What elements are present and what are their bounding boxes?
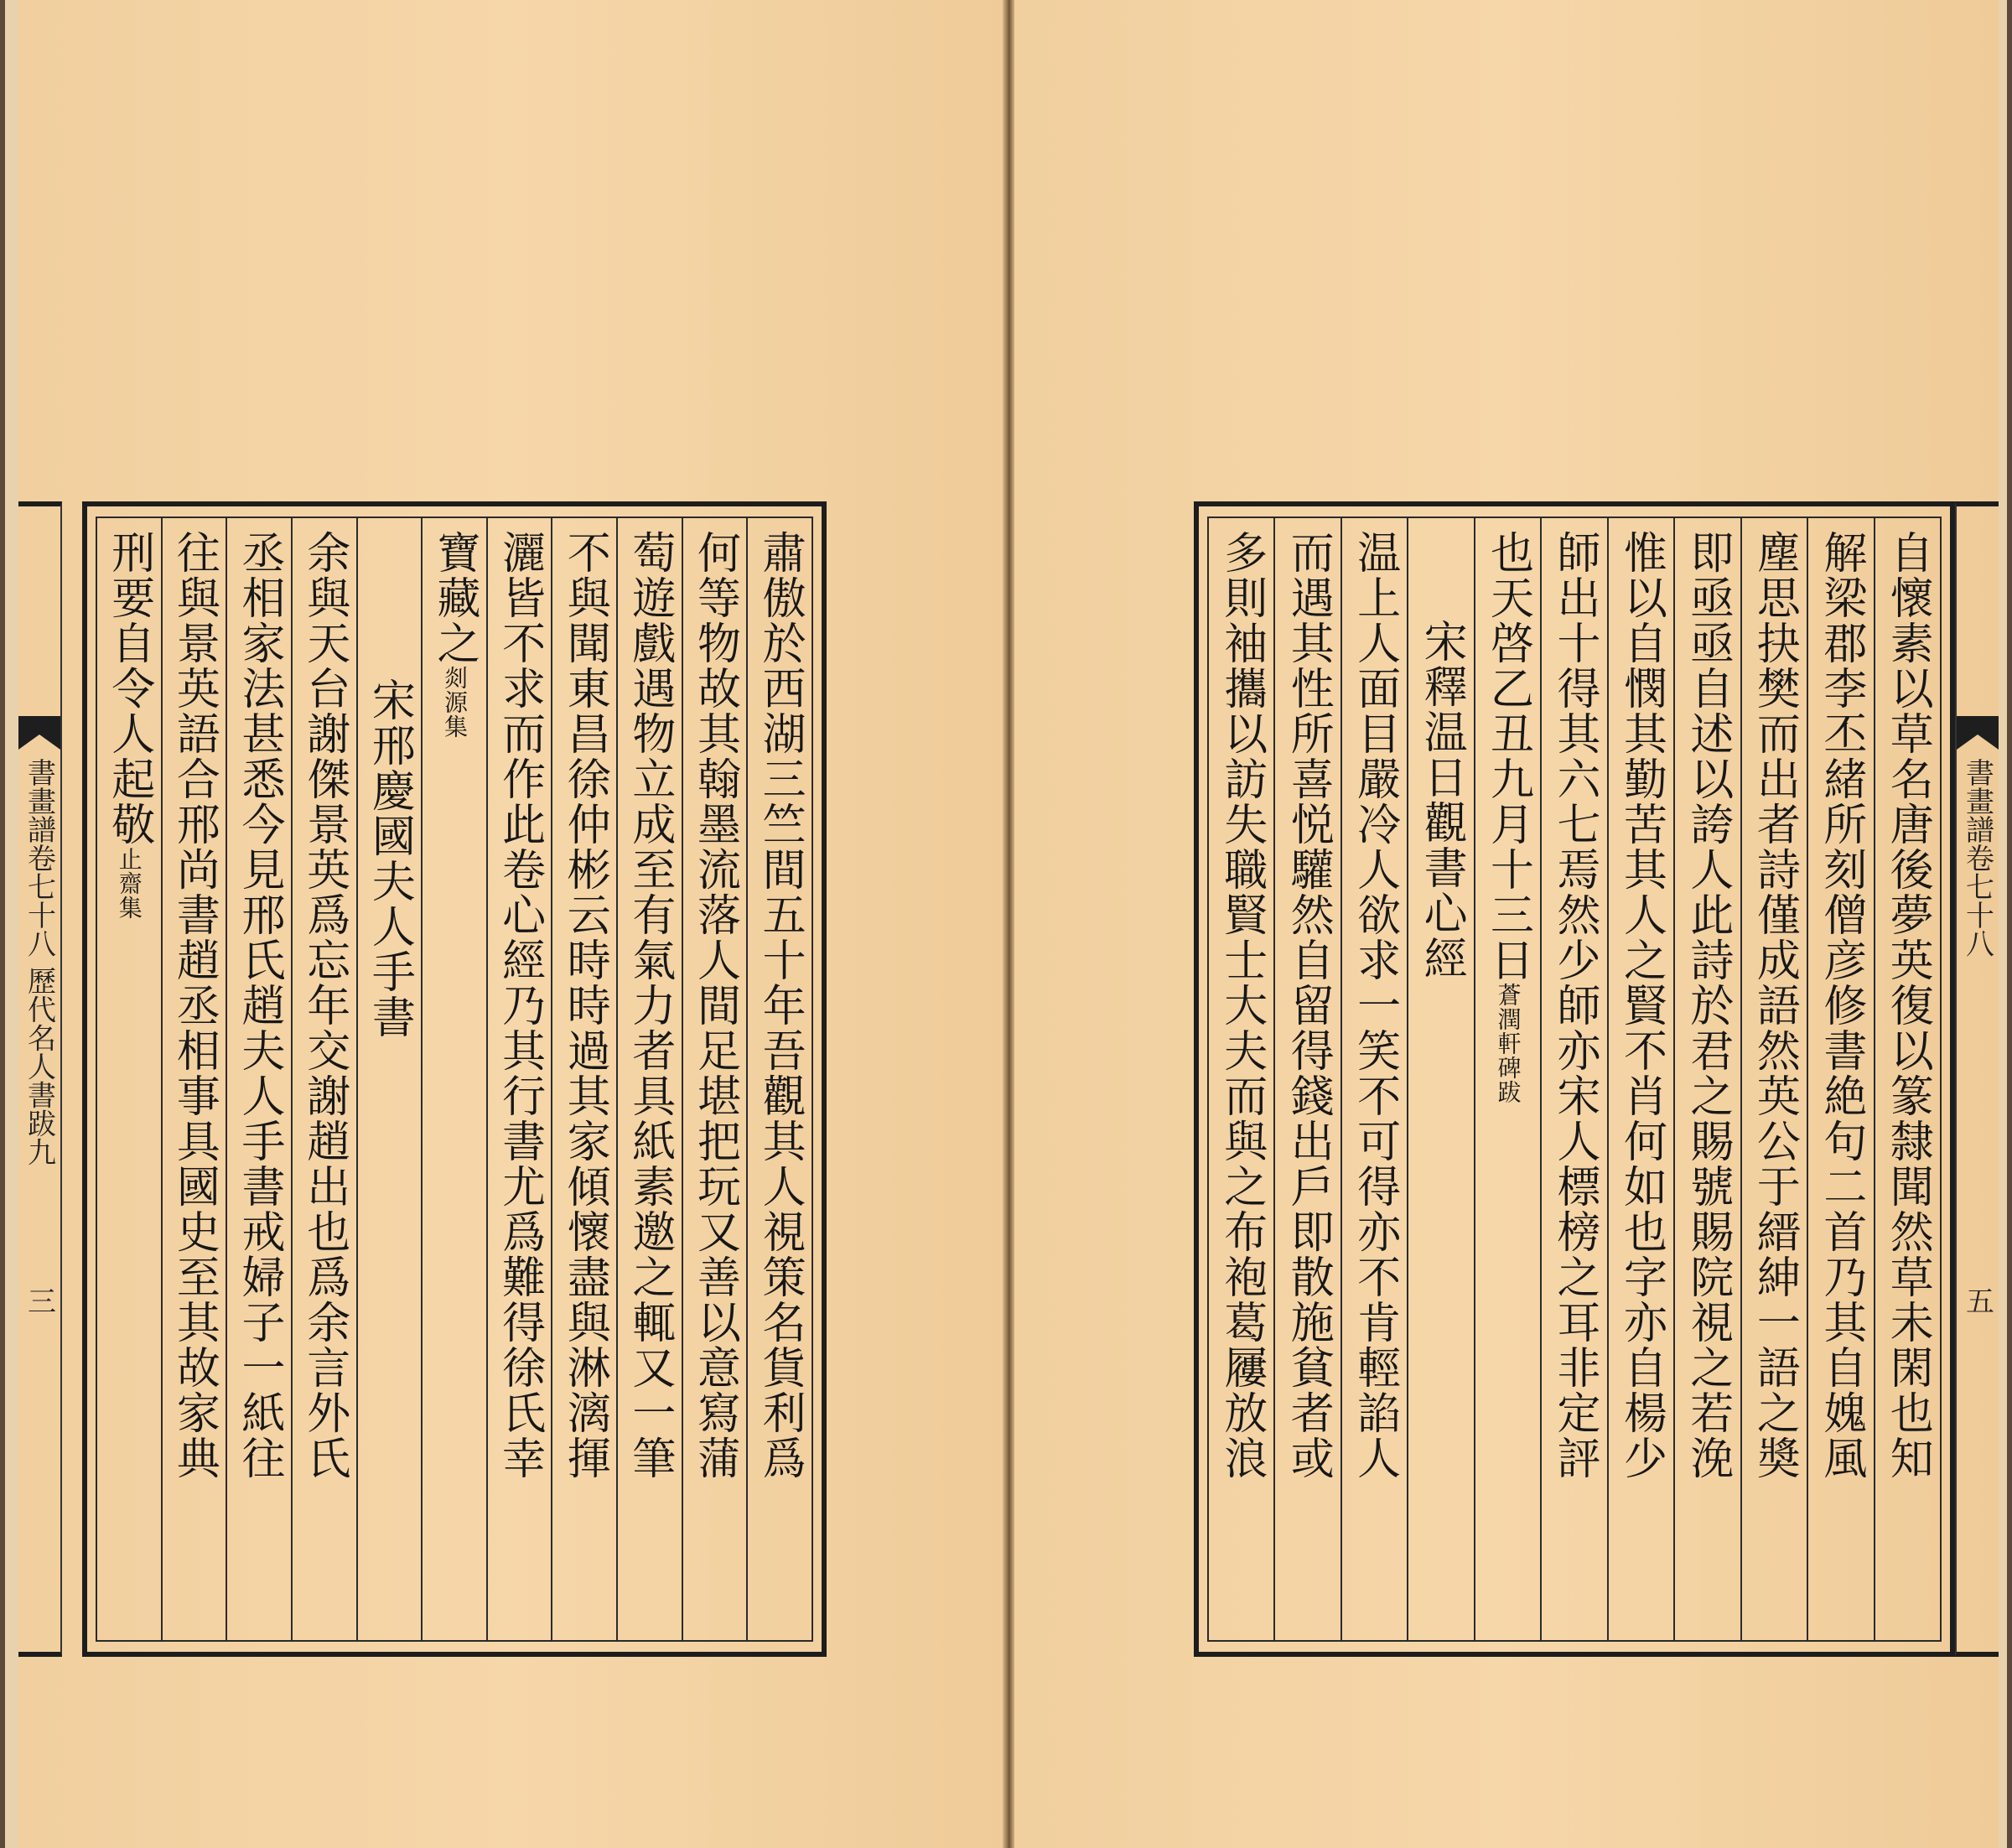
text-column: 多則袖攜以訪失職賢士大夫而與之布袍葛屨放浪 xyxy=(1216,530,1267,1481)
text-column: 灑皆不求而作此卷心經乃其行書尤爲難得徐氏幸 xyxy=(494,530,545,1481)
text-column: 惟以自憫其勤苦其人之賢不肖何如也字亦自楊少 xyxy=(1615,530,1667,1481)
text-column: 不與聞東昌徐仲彬云時時過其家傾懷盡與淋漓揮 xyxy=(559,530,610,1481)
text-column: 解梁郡李丕緒所刻僧彦修書絶句二首乃其自媿風 xyxy=(1815,530,1866,1481)
section-title: 宋邢慶國夫人手書 xyxy=(364,677,415,1040)
section-title: 宋釋温日觀書心經 xyxy=(1416,619,1467,981)
left-text-block xyxy=(82,501,827,1657)
source-note: 止齋集 xyxy=(115,847,143,920)
text-column: 余與天台謝傑景英爲忘年交謝趙出也爲余言外氏 xyxy=(298,530,350,1481)
fishtail-mark xyxy=(1957,716,1999,750)
right-text-block xyxy=(1194,501,1955,1657)
fishtail-mark xyxy=(18,716,60,750)
source-note: 蒼潤軒碑跋 xyxy=(1494,983,1522,1104)
book-edge-left xyxy=(0,0,5,1848)
book-edge-right xyxy=(2007,0,2012,1848)
right-columns xyxy=(1209,518,1940,1640)
left-columns xyxy=(97,518,812,1640)
text-column: 萄遊戲遇物立成至有氣力者具紙素邀之輒又一筆 xyxy=(624,530,675,1481)
text-column: 往與景英語合邢尚書趙丞相事具國史至其故家典 xyxy=(169,530,220,1481)
left-fold-margin xyxy=(18,501,62,1657)
text-column xyxy=(428,530,480,739)
column-text: 刑要自令人起敬 xyxy=(103,530,154,847)
leaf-number: 三 xyxy=(22,1286,56,1315)
text-column: 温上人面目嚴冷人欲求一笑不可得亦不肯輕諂人 xyxy=(1349,530,1400,1481)
text-column: 肅傲於西湖三竺間五十年吾觀其人視策名貨利爲 xyxy=(754,530,806,1481)
text-column: 即亟亟自述以誇人此詩於君之賜號賜院視之若浼 xyxy=(1682,530,1733,1481)
text-column: 而遇其性所喜悦驩然自留得錢出戶即散施貧者或 xyxy=(1283,530,1334,1481)
text-column xyxy=(1482,530,1533,1104)
leaf-number: 五 xyxy=(1960,1286,1994,1315)
fold-title: 書畫譜卷七十八 xyxy=(1960,758,1994,958)
column-text: 寶藏之 xyxy=(428,530,480,666)
source-note: 剡源集 xyxy=(440,666,469,739)
right-fold-margin xyxy=(1955,501,1999,1657)
book-gutter xyxy=(1003,0,1014,1848)
text-column: 自懷素以草名唐後夢英復以篆隸聞然草未閑也知 xyxy=(1882,530,1933,1481)
text-column: 何等物故其翰墨流落人間足堪把玩又善以意寫蒲 xyxy=(689,530,740,1481)
column-text: 也天啓乙丑九月十三日 xyxy=(1482,530,1533,983)
text-column: 塵思抉樊而出者詩僅成語然英公于縉紳一語之奬 xyxy=(1749,530,1800,1481)
text-column: 師出十得其六七焉然少師亦宋人標榜之耳非定評 xyxy=(1549,530,1600,1481)
text-column xyxy=(103,530,154,920)
fold-title: 書畫譜卷七十八 歷代名人書跋九 xyxy=(22,758,56,1166)
text-column: 丞相家法甚悉今見邢氏趙夫人手書戒婦子一紙往 xyxy=(234,530,285,1481)
